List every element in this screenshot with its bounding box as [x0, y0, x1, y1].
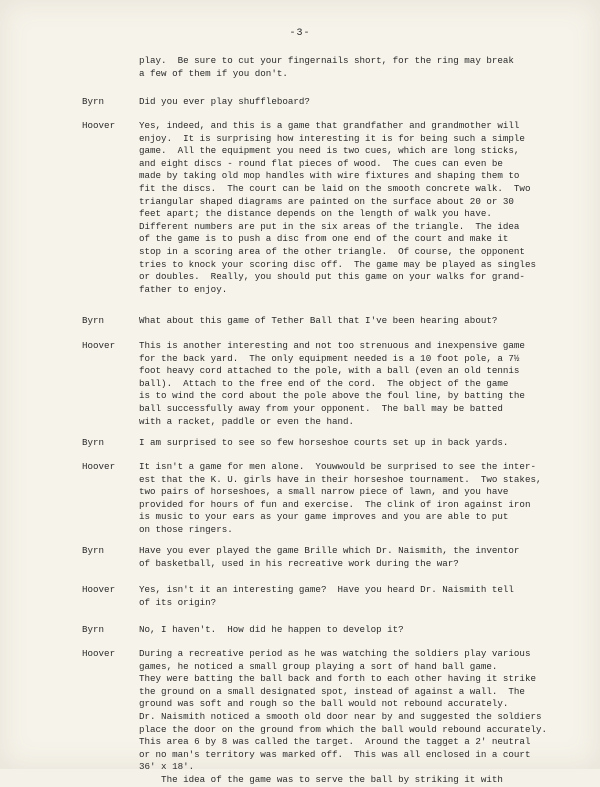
text-line: Yes, indeed, and this is a game that grandfather and grandmother will: [139, 120, 520, 131]
speaker-name: Byrn: [82, 545, 105, 556]
text-line: foot heavy cord attached to the pole, with a ball (even an old tennis: [139, 365, 520, 377]
text-line: provided for hours of fun and exercise. The clink of iron against iron: [139, 498, 531, 510]
text-line: ball). Attach to the free end of the cord. The object of the game: [139, 377, 509, 389]
speaker-name: Byrn: [82, 437, 105, 448]
text-line: play. Be sure to cut your fingernails short, for the ring may break: [139, 55, 514, 66]
text-line: triangular shaped diagrams are painted on the surface about 20 or 30: [139, 195, 514, 207]
speaker-name: Byrn: [82, 96, 105, 107]
entry-text: [139, 55, 579, 80]
text-line: of the game is to push a disc from one end of the court and make it: [139, 233, 509, 245]
text-line: Have you ever played the game Brille which Dr. Naismith, the inventor: [139, 545, 520, 556]
text-line: or no man's territory was marked off. This was all enclosed in a court: [139, 748, 531, 760]
text-line: Yes, isn't it an interesting game? Have you heard Dr. Naismith tell: [139, 584, 514, 595]
text-line: is music to your ears as your game improves and you are able to put: [139, 511, 509, 523]
text-line: No, I haven't. How did he happen to develop it?: [139, 624, 404, 635]
text-line: fit the discs. The court can be laid on the smooth concrete walk. Two: [139, 182, 531, 194]
text-line: est that the K. U. girls have in their horseshoe tournament. Two stakes,: [139, 473, 542, 485]
text-line: a few of them if you don't.: [139, 67, 288, 79]
speaker-name: Hoover: [82, 584, 116, 595]
entry-text: [139, 584, 579, 609]
speaker-name: Hoover: [82, 648, 116, 659]
text-line: place the door on the ground from which the ball would rebound accurately.: [139, 723, 547, 735]
speaker-name: Byrn: [82, 624, 105, 635]
entry-text: [139, 96, 579, 109]
text-line: the ground on a small designated spot, instead of against a wall. The: [139, 685, 525, 697]
text-line: What about this game of Tether Ball that I've been hearing about?: [139, 315, 498, 326]
text-line: tries to knock your scoring disc off. The game may be played as singles: [139, 258, 536, 270]
text-line: ground was soft and rough so the ball would not rebound accurately.: [139, 698, 509, 710]
page-number: -3-: [289, 28, 311, 39]
text-line: father to enjoy.: [139, 283, 228, 295]
text-line: It isn't a game for men alone. Youwwould be surprised to see the inter-: [139, 461, 536, 472]
text-line: This area 6 by 8 was called the target. Around the tagget a 2' neutral: [139, 736, 531, 748]
entry-text: [139, 648, 579, 787]
text-line: During a recreative period as he was watching the soldiers play various: [139, 648, 531, 659]
entry-text: [139, 120, 579, 296]
text-line: enjoy. It is surprising how interesting it is for being such a simple: [139, 132, 525, 144]
entry-text: [139, 545, 579, 570]
text-line: games, he noticed a small group playing a sort of hand ball game.: [139, 660, 498, 672]
text-line: 36' x 18'.: [139, 761, 195, 773]
text-line: Different numbers are put in the six areas of the triangle. The idea: [139, 220, 520, 232]
text-line: feet apart; the distance depends on the length of walk you have.: [139, 208, 492, 220]
entry-text: [139, 437, 579, 450]
text-line: The idea of the game was to serve the ball by striking it with: [139, 773, 503, 785]
text-line: I am surprised to see so few horseshoe courts set up in back yards.: [139, 437, 509, 448]
text-line: of its origin?: [139, 596, 217, 608]
text-line: made by taking old mop handles with wire fixtures and shaping them to: [139, 170, 520, 182]
text-line: is to wind the cord about the pole above the foul line, by batting the: [139, 390, 525, 402]
text-line: for the back yard. The only equipment needed is a 10 foot pole, a 7½: [139, 352, 520, 364]
text-line: This is another interesting and not too strenuous and inexpensive game: [139, 340, 525, 351]
text-line: Did you ever play shuffleboard?: [139, 96, 310, 107]
text-line: game. All the equipment you need is two cues, which are long sticks,: [139, 145, 520, 157]
text-line: two pairs of horseshoes, a small narrow piece of lawn, and you have: [139, 486, 509, 498]
text-line: and eight discs - round flat pieces of wood. The cues can even be: [139, 157, 503, 169]
speaker-name: Byrn: [82, 315, 105, 326]
text-line: ball successfully away from your opponent. The ball may be batted: [139, 402, 503, 414]
entry-text: [139, 624, 579, 637]
entry-text: [139, 315, 579, 328]
text-line: with a racket, paddle or even the hand.: [139, 415, 355, 427]
entry-text: [139, 461, 579, 537]
text-line: of basketball, used in his recreative work during the war?: [139, 557, 459, 569]
text-line: They were batting the ball back and forth to each other having it strike: [139, 673, 536, 685]
text-line: Dr. Naismith noticed a smooth old door near by and suggested the soldiers: [139, 710, 542, 722]
text-line: on those ringers.: [139, 523, 233, 535]
speaker-name: Hoover: [82, 461, 116, 472]
text-line: or doubles. Really, you should put this game on your walks for grand-: [139, 271, 525, 283]
entry-text: [139, 340, 579, 428]
speaker-name: Hoover: [82, 120, 116, 131]
speaker-name: Hoover: [82, 340, 116, 351]
text-line: stop in a scoring area of the other triangle. Of course, the opponent: [139, 245, 525, 257]
